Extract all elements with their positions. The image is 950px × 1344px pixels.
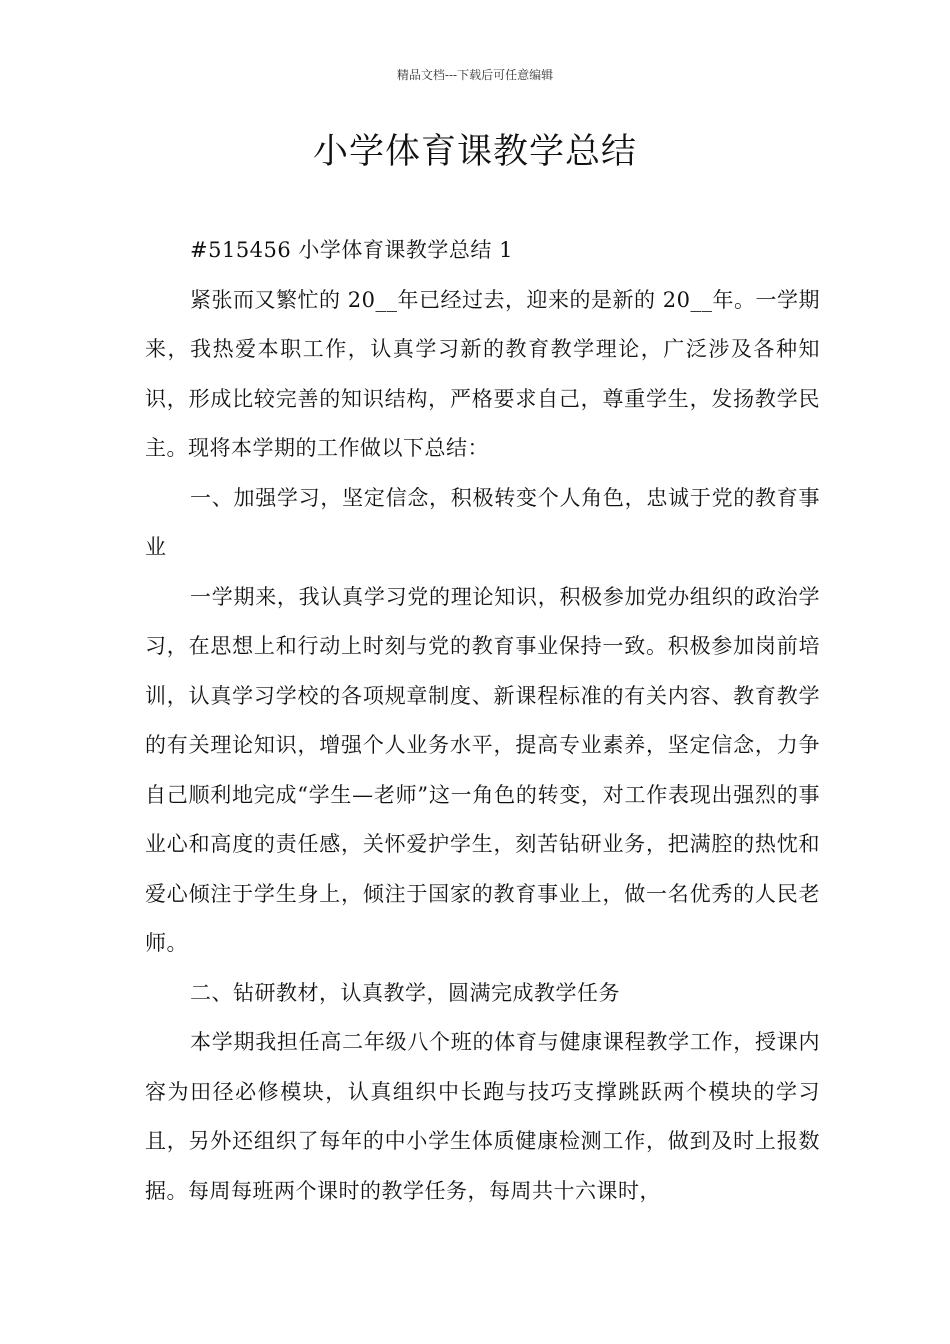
- paragraph-heading-1: #515456 小学体育课教学总结 1: [190, 238, 513, 262]
- paragraph-intro: 紧张而又繁忙的 20__年已经过去，迎来的是新的 20__年。一学期来，我热爱本职工作，认真学习新的教育教学理论，广泛涉及各种知识，形成比较完善的知识结构，严格要求自己，尊重学生，发扬教学民主。现将本学期的工作做以下总结：: [145, 287, 820, 460]
- paragraph-section-1: 一学期来，我认真学习党的理论知识，积极参加党办组织的政治学习，在思想上和行动上时刻与党的教育事业保持一致。积极参加岗前培训，认真学习学校的各项规章制度、新课程标准的有关内容、教育教学的有关理论知识，增强个人业务水平，提高专业素养，坚定信念，力争自己顺利地完成“学生—老师”这一角色的转变，对工作表现出强烈的事业心和高度的责任感，关怀爱护学生，刻苦钻研业务，把满腔的热忱和爱心倾注于学生身上，倾注于国家的教育事业上，做一名优秀的人民老师。: [145, 584, 820, 955]
- document-title: 小学体育课教学总结: [312, 132, 637, 172]
- document-body: [145, 226, 820, 1216]
- paragraph-section-2: 本学期我担任高二年级八个班的体育与健康课程教学工作，授课内容为田径必修模块，认真组织中长跑与技巧支撑跳跃两个模块的学习且，另外还组织了每年的中小学生体质健康检测工作，做到及时上报数据。每周每班两个课时的教学任务，每周共十六课时，: [145, 1030, 820, 1203]
- section-heading-1: 一、加强学习，坚定信念，积极转变个人角色，忠诚于党的教育事业: [145, 485, 820, 559]
- header-note: 精品文档---下载后可任意编辑: [396, 68, 554, 82]
- section-heading-2: 二、钻研教材，认真教学，圆满完成教学任务: [190, 980, 620, 1005]
